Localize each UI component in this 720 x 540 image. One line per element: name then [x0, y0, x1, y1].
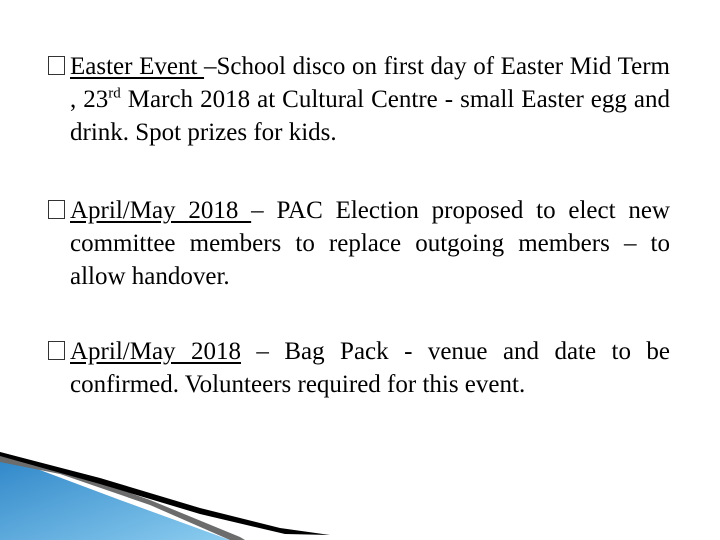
event-item-pac-election — [70, 194, 670, 293]
event-description: – PAC Election proposed to elect new committee members to replace outgoing members – to allow handover. — [70, 197, 670, 290]
event-description: – Bag Pack - venue and date to be confirmed. Volunteers required for this event. — [70, 338, 670, 398]
event-description: –School disco on first day of Easter Mid Term , 23 — [70, 53, 670, 113]
square-bullet-icon — [48, 56, 65, 75]
ordinal-suffix: rd — [108, 85, 121, 102]
square-bullet-icon — [48, 200, 65, 219]
event-title: April/May 2018 — [70, 338, 241, 365]
event-item-bag-pack — [70, 335, 670, 401]
event-title: Easter Event — [70, 53, 205, 80]
event-description-cont: March 2018 at Cultural Centre - small Easter egg and drink. Spot prizes for kids. — [70, 86, 670, 146]
event-item-easter — [70, 50, 670, 149]
event-title: April/May 2018 — [70, 197, 252, 224]
square-bullet-icon — [48, 341, 65, 360]
